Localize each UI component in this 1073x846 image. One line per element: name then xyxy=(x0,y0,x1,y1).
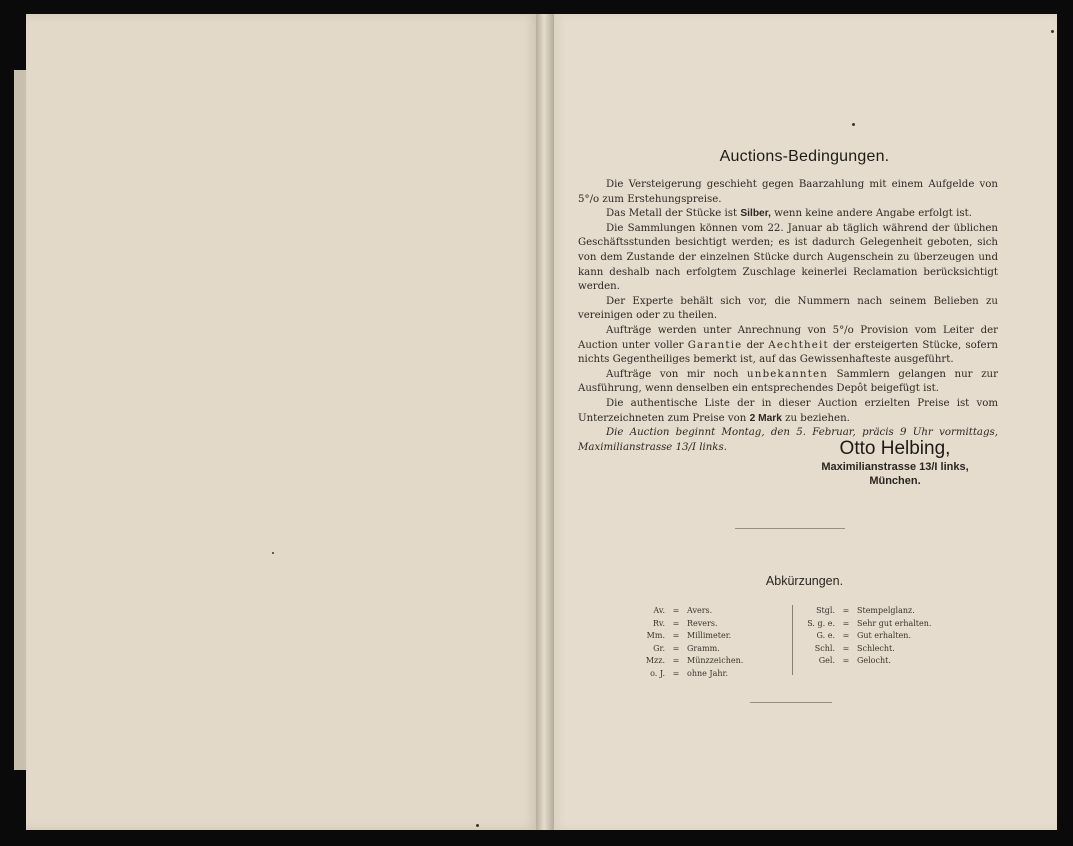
equals-sign: = xyxy=(672,668,680,678)
abbreviations-left-column xyxy=(636,605,743,681)
text-run: Aufträge werden unter Anrechnung von 5°/o Provision vom Leiter der Auction unter voller xyxy=(578,324,998,351)
abbreviation-key: Rv. xyxy=(652,618,665,628)
divider-rule xyxy=(750,702,832,703)
abbreviation-row xyxy=(636,630,743,643)
equals-sign: = xyxy=(842,656,850,666)
signature-block xyxy=(790,438,1000,487)
text-run: Das Metall der Stücke ist xyxy=(606,208,741,220)
paragraph-viewing: Die Sammlungen können vom 22. Januar ab täglich während der üblichen Geschäftsstunden besichtigt werden; es ist dadurch Gelegenheit geboten, sich von dem Zustande der einzelnen Stücke durch Augenschein zu überzeugen und kann deshalb nach erfolgtem Zuschlage keinerlei Reclamation berücksichtigt werden. xyxy=(578,222,998,293)
abbreviation-row xyxy=(636,618,743,631)
paragraph-metal xyxy=(578,207,998,222)
text-run: der xyxy=(742,339,769,351)
abbreviation-meaning: Münzzeichen. xyxy=(687,656,744,666)
signature-address: Maximilianstrasse 13/I links, xyxy=(821,461,969,473)
abbreviation-meaning: Gut erhalten. xyxy=(857,631,911,641)
equals-sign: = xyxy=(842,606,850,615)
abbreviation-key: G. e. xyxy=(816,631,835,641)
abbreviation-row xyxy=(806,605,931,618)
abbreviation-row xyxy=(636,668,743,681)
text-run: Sammlern gelangen nur zur Ausführung, wenn denselben ein entsprechendes Depôt beigefügt ist. xyxy=(578,368,998,395)
abbreviation-row xyxy=(806,630,931,643)
equals-sign: = xyxy=(672,618,680,628)
book-gutter xyxy=(536,14,554,830)
abbreviation-row xyxy=(806,655,931,668)
abbreviation-meaning: Stempelglanz. xyxy=(857,606,915,615)
left-page xyxy=(26,14,538,830)
abbreviation-row xyxy=(806,618,931,631)
abbreviation-row xyxy=(636,605,743,618)
equals-sign: = xyxy=(842,618,850,628)
text-run: Die authentische Liste der in dieser Auction erzielten Preise ist vom Unterzeichneten zum Preise von xyxy=(578,397,998,424)
page-title: Auctions-Bedingungen. xyxy=(719,148,890,165)
conditions-text xyxy=(578,178,998,455)
abbreviations-right-column xyxy=(806,605,931,668)
abbreviation-key: o. J. xyxy=(650,668,665,678)
equals-sign: = xyxy=(672,631,680,641)
divider-rule xyxy=(735,528,845,529)
paper-speck xyxy=(476,824,479,827)
abbreviation-key: Gr. xyxy=(653,643,665,653)
abbreviation-key: Av. xyxy=(653,606,665,615)
text-spaced: Aechtheit xyxy=(768,339,829,351)
column-divider xyxy=(792,605,793,675)
equals-sign: = xyxy=(672,643,680,653)
text-spaced: unbekannten xyxy=(747,368,828,380)
abbreviation-key: Mzz. xyxy=(645,656,665,666)
paper-speck xyxy=(1051,30,1054,33)
equals-sign: = xyxy=(672,656,680,666)
abbreviation-meaning: ohne Jahr. xyxy=(687,668,729,678)
abbreviation-meaning: Avers. xyxy=(687,606,713,615)
abbreviation-meaning: Millimeter. xyxy=(687,631,732,641)
abbreviations-title: Abkürzungen. xyxy=(765,574,844,588)
abbreviation-row xyxy=(636,655,743,668)
abbreviation-key: Gel. xyxy=(818,656,835,666)
text-bold: 2 Mark xyxy=(749,412,782,424)
equals-sign: = xyxy=(842,643,850,653)
equals-sign: = xyxy=(842,631,850,641)
abbreviation-key: Stgl. xyxy=(816,606,835,615)
abbreviation-row xyxy=(636,643,743,656)
equals-sign: = xyxy=(672,606,680,615)
abbreviation-meaning: Revers. xyxy=(687,618,718,628)
paper-speck xyxy=(852,123,855,126)
signature-city: München. xyxy=(869,475,921,487)
abbreviation-meaning: Gramm. xyxy=(687,643,720,653)
paper-speck xyxy=(272,552,274,554)
paragraph-auction-date: Die Auction beginnt Montag, den 5. Februar, präcis 9 Uhr vormittags, Maximilianstrasse 13/I links. xyxy=(578,427,998,453)
abbreviation-key: Mm. xyxy=(646,631,665,641)
abbreviation-key: S. g. e. xyxy=(807,618,835,628)
abbreviation-row xyxy=(806,643,931,656)
paragraph-orders xyxy=(578,324,998,368)
text-bold: Silber, xyxy=(740,208,771,220)
abbreviation-meaning: Gelocht. xyxy=(857,656,891,666)
paragraph-payment: Die Versteigerung geschieht gegen Baarzahlung mit einem Aufgelde von 5°/o zum Erstehungspreise. xyxy=(578,179,998,205)
text-run: der ersteigerten Stücke, sofern nichts Gegentheiliges bemerkt ist, auf das Gewissenhafteste ausgeführt. xyxy=(578,339,998,366)
text-run: zu beziehen. xyxy=(781,412,850,424)
text-run: wenn keine andere Angabe erfolgt ist. xyxy=(770,208,972,220)
signature-name: Otto Helbing, xyxy=(839,438,951,459)
paragraph-price-list xyxy=(578,397,998,426)
abbreviation-meaning: Schlecht. xyxy=(857,643,895,653)
abbreviation-meaning: Sehr gut erhalten. xyxy=(857,618,932,628)
paragraph-expert: Der Experte behält sich vor, die Nummern nach seinem Belieben zu vereinigen oder zu theilen. xyxy=(578,295,998,322)
paragraph-unknown-collectors xyxy=(578,368,998,397)
abbreviation-key: Schl. xyxy=(814,643,835,653)
text-spaced: Garantie xyxy=(687,339,743,351)
text-run: Aufträge von mir noch xyxy=(606,368,748,380)
